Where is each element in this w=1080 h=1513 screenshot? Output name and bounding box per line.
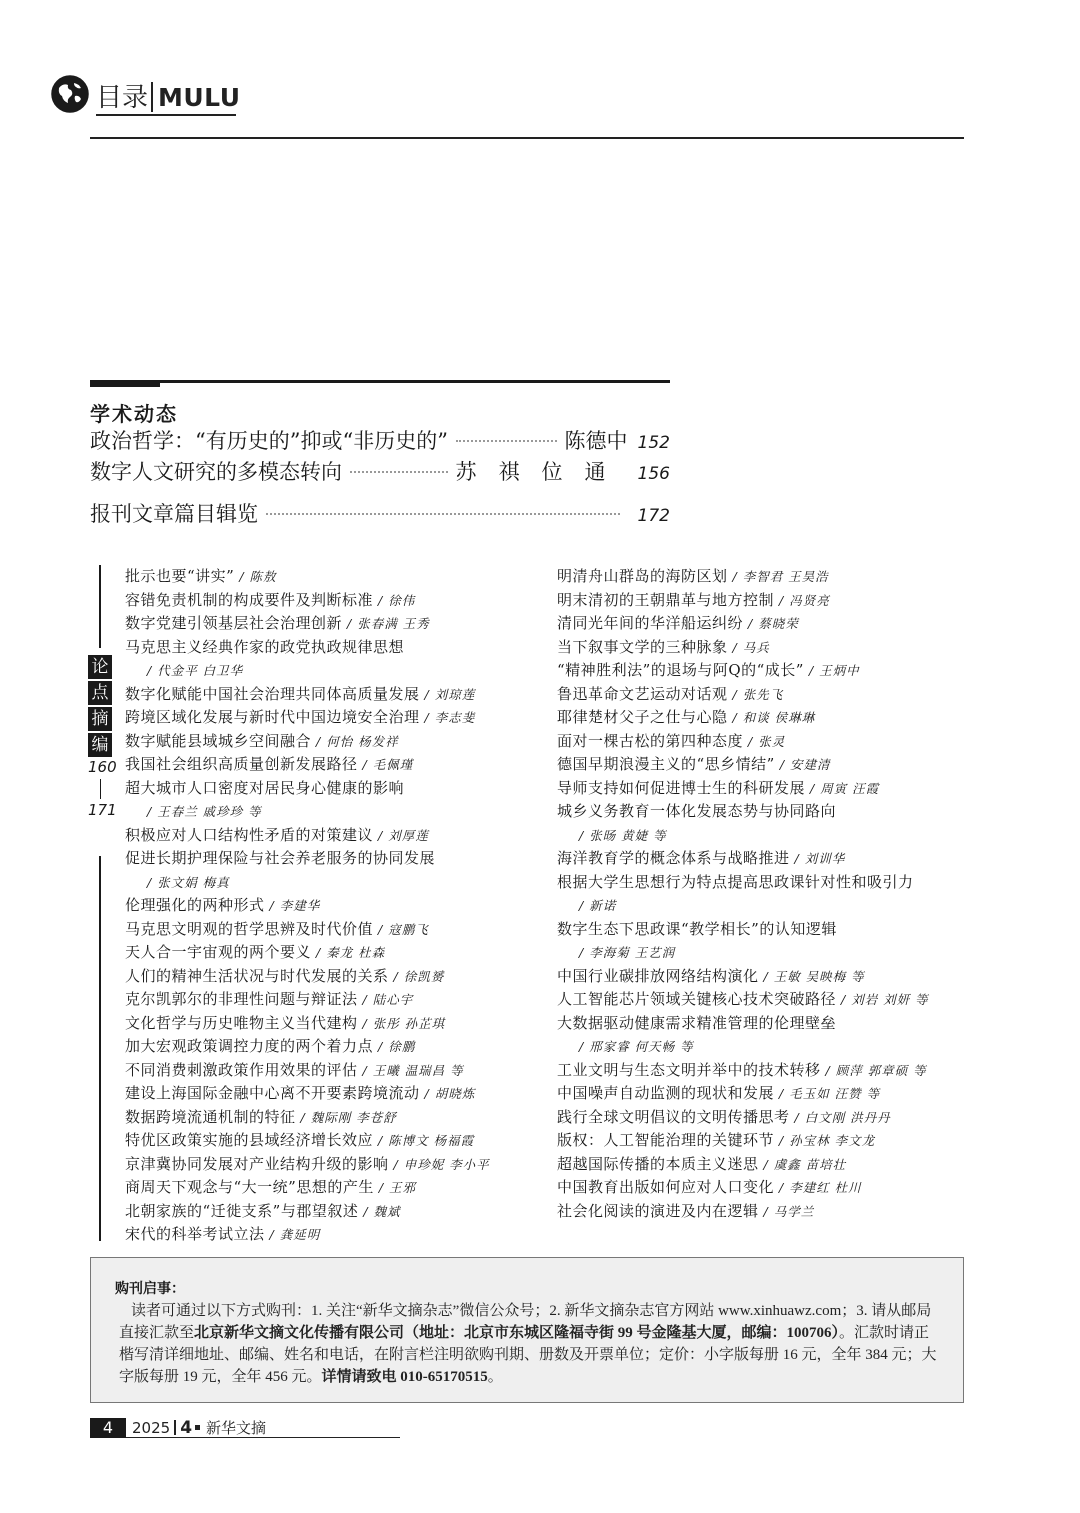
page-number: 4 (90, 1418, 126, 1438)
slash-separator: / (147, 874, 158, 890)
digest-entry-authors: 王曦 温瑞昌 等 (372, 1062, 464, 1078)
digest-entry-authors: 刘岩 刘妍 等 (851, 992, 929, 1007)
digest-entry-authors: 申珍妮 李小平 (403, 1156, 490, 1172)
slash-separator: / (311, 945, 327, 960)
slash-separator: / (727, 686, 743, 702)
digest-entry-authors: 秦龙 杜森 (326, 945, 386, 960)
footer-year: 2025 (132, 1419, 171, 1437)
digest-entry-title: 我国社会组织高质量创新发展路径 (125, 755, 358, 773)
digest-entry-authors: 张春满 王秀 (357, 616, 430, 631)
digest-entry[interactable] (125, 988, 525, 1012)
digest-entry-authors: 代金平 白卫华 (157, 663, 244, 678)
digest-entry-authors: 张文娟 梅真 (157, 874, 230, 890)
slash-separator: / (264, 898, 280, 913)
digest-entry-title: 数字生态下思政课“教学相长”的认知逻辑 (557, 919, 837, 938)
toc-entry-title: 报刊文章篇目辑览 (90, 502, 258, 526)
notice-phone: 详情请致电 010-65170515 (321, 1369, 488, 1385)
slash-separator: / (789, 851, 805, 866)
digest-entry-title: 跨境区域化发展与新时代中国边境安全治理 (125, 708, 420, 726)
digest-entry[interactable] (125, 894, 525, 918)
digest-entry-authors: 虞鑫 苗培壮 (773, 1156, 847, 1172)
toc-entry-page: 156 (637, 464, 670, 484)
digest-entry-authors: 新诺 (589, 898, 617, 913)
digest-entry-title: 清同光年间的华洋船运纠纷 (557, 614, 744, 632)
digest-entry-title: 面对一棵古松的第四种态度 (557, 731, 744, 750)
footer-magazine: 新华文摘 (206, 1419, 267, 1437)
digest-entry-authors: 周寅 汪霞 (820, 780, 880, 796)
slash-separator: / (419, 686, 435, 702)
slash-separator: / (419, 1086, 435, 1101)
digest-entry-authors: 毛玉如 汪赞 等 (789, 1086, 881, 1101)
digest-entry-authors: 李海菊 王艺润 (589, 945, 676, 960)
vertical-label-char: 点 (88, 681, 112, 705)
digest-entry-title: 工业文明与生态文明并举中的技术转移 (557, 1060, 821, 1079)
digest-entry-title: 加大宏观政策调控力度的两个着力点 (125, 1037, 374, 1055)
slash-separator: / (373, 1180, 390, 1195)
digest-entry[interactable] (557, 965, 977, 989)
digest-entry-title: 中国教育出版如何应对人口变化 (557, 1178, 775, 1196)
digest-entry[interactable] (557, 1106, 977, 1130)
notice-title: 购刊启事： (115, 1281, 185, 1297)
slash-separator: / (147, 663, 158, 678)
digest-entry-authors: 徐凯赟 (403, 968, 445, 984)
digest-entry[interactable] (557, 941, 977, 965)
digest-entry-title: 大数据驱动健康需求精准管理的伦理壁垒 (557, 1013, 837, 1032)
vertical-label-char: 编 (88, 733, 112, 757)
digest-entry[interactable] (557, 565, 977, 589)
leader-dots (456, 440, 557, 442)
digest-entry[interactable] (557, 918, 977, 942)
digest-entry-authors: 王春兰 戚珍珍 等 (157, 804, 262, 819)
digest-entry-authors: 刘训华 (804, 851, 846, 866)
digest-entry-title: 宋代的科举考试立法 (125, 1225, 265, 1243)
digest-entry-authors: 王敏 吴映梅 等 (773, 968, 865, 984)
digest-entry[interactable] (557, 894, 977, 918)
digest-entry-authors: 和谈 侯琳琳 (742, 710, 816, 725)
slash-separator: / (419, 710, 435, 725)
digest-entry-title: 德国早期浪漫主义的“思乡情结” (557, 755, 775, 773)
header-title-en: MULU (158, 83, 241, 112)
digest-entry-authors: 安建清 (790, 757, 831, 772)
page-range-dash (100, 779, 101, 799)
vertical-label-char: 论 (88, 655, 112, 679)
digest-entry-authors: 陈敖 (249, 569, 277, 584)
digest-entry-title: 中国噪声自动监测的现状和发展 (557, 1084, 775, 1102)
toc-entry-page: 172 (637, 506, 670, 526)
digest-entry[interactable] (125, 565, 525, 589)
digest-entry-authors: 张彤 孙芷琪 (372, 1015, 446, 1031)
leader-dots (350, 471, 448, 473)
slash-separator: / (727, 710, 743, 725)
digest-entry-authors: 陈博文 杨福霞 (388, 1133, 475, 1148)
slash-separator: / (758, 968, 774, 984)
digest-entry-authors: 徐鹏 (388, 1039, 416, 1054)
slash-separator: / (357, 1062, 373, 1078)
digest-entry-title: 践行全球文明倡议的文明传播思考 (557, 1107, 790, 1126)
digest-vertical-label (88, 655, 117, 819)
footer-issue: 4 (180, 1418, 193, 1438)
digest-entry[interactable] (557, 1153, 977, 1177)
digest-entry-title: 导师支持如何促进博士生的科研发展 (557, 778, 806, 797)
digest-entry-authors: 刘厚莲 (388, 827, 429, 843)
slash-separator: / (311, 733, 327, 749)
digest-entry-title: 商周天下观念与“大一统”思想的产生 (125, 1178, 374, 1196)
digest-entry[interactable] (125, 753, 525, 777)
slash-separator: / (388, 1156, 404, 1172)
digest-entry[interactable] (125, 800, 525, 824)
slash-separator: / (234, 569, 250, 584)
slash-separator: / (758, 1156, 774, 1172)
slash-separator: / (789, 1109, 805, 1125)
slash-separator: / (774, 1133, 790, 1148)
digest-entry-title: 特优区政策实施的县域经济增长效应 (125, 1131, 374, 1149)
digest-entry-title: 容错免责机制的构成要件及判断标准 (125, 590, 374, 609)
slash-separator: / (579, 945, 590, 960)
slash-separator: / (579, 827, 590, 843)
digest-entry[interactable] (557, 824, 977, 848)
digest-entry[interactable] (125, 1200, 525, 1224)
digest-entry[interactable] (557, 683, 977, 707)
digest-entry-title: 建设上海国际金融中心离不开要素跨境流动 (125, 1084, 420, 1102)
digest-entry[interactable] (125, 683, 525, 707)
slash-separator: / (805, 780, 821, 796)
header-title-zh: 目录 (96, 83, 149, 113)
slash-separator: / (579, 1039, 590, 1054)
digest-entry[interactable] (125, 1153, 525, 1177)
digest-entry-title: 积极应对人口结构性矛盾的对策建议 (125, 825, 374, 844)
digest-entry-authors: 魏斌 (373, 1203, 401, 1219)
toc-entry[interactable] (90, 498, 670, 530)
digest-entry-authors: 李建华 (279, 898, 321, 913)
digest-entry[interactable] (125, 659, 525, 683)
notice-text: 读者可通过以下方式购刊：1. 关注“新华文摘杂志”微信公众号；2. 新华文摘杂志官方网站 www.xinhuawz.com；3. 请从邮局直接汇款至 (119, 1303, 932, 1341)
digest-entry-authors: 马学兰 (773, 1203, 815, 1219)
digest-entry-title: 根据大学生思想行为特点提高思政课针对性和吸引力 (557, 872, 914, 891)
slash-separator: / (357, 757, 373, 772)
digest-entry-authors: 龚延明 (279, 1227, 321, 1242)
digest-entry[interactable] (557, 659, 977, 683)
digest-entry-authors: 李志斐 (434, 710, 476, 725)
toc-entry[interactable] (90, 456, 670, 488)
digest-entry-authors: 刘琼莲 (434, 686, 476, 702)
header-underline (96, 114, 236, 116)
digest-entry[interactable] (557, 1059, 977, 1083)
digest-entry-title: 京津冀协同发展对产业结构升级的影响 (125, 1154, 389, 1173)
digest-entry-title: 明清舟山群岛的海防区划 (557, 567, 728, 585)
slash-separator: / (373, 1133, 389, 1148)
digest-entry-authors: 孙宝林 李文龙 (789, 1133, 876, 1148)
digest-entry[interactable] (125, 918, 525, 942)
digest-entry-title: 数字赋能县域城乡空间融合 (125, 731, 312, 750)
digest-entry-title: 社会化阅读的演进及内在逻辑 (557, 1201, 759, 1220)
notice-address: 北京新华文摘文化传播有限公司（地址：北京市东城区隆福寺街 99 号金隆基大厦，邮编：100706） (194, 1325, 840, 1341)
digest-entry-authors: 胡晓炼 (434, 1086, 476, 1101)
digest-entry-authors: 王炳中 (819, 663, 860, 678)
digest-entry[interactable] (557, 636, 977, 660)
digest-entry[interactable] (125, 777, 525, 801)
digest-entry[interactable] (557, 1035, 977, 1059)
digest-entry[interactable] (557, 753, 977, 777)
digest-entry[interactable] (125, 941, 525, 965)
digest-entry[interactable] (125, 730, 525, 754)
digest-entry-authors: 蔡晓荣 (758, 616, 799, 631)
digest-list-left (125, 565, 525, 1247)
digest-entry-authors: 王邪 (389, 1180, 417, 1195)
notice-body (119, 1300, 939, 1388)
digest-entry-authors: 李建红 杜川 (789, 1180, 862, 1195)
digest-entry[interactable] (125, 636, 525, 660)
digest-entry[interactable] (557, 1082, 977, 1106)
digest-entry[interactable] (557, 800, 977, 824)
digest-entry[interactable] (557, 988, 977, 1012)
slash-separator: / (774, 1180, 790, 1195)
digest-entry-title: 数字化赋能中国社会治理共同体高质量发展 (125, 684, 420, 703)
digest-entry-title: 不同消费刺激政策作用效果的评估 (125, 1060, 358, 1079)
slash-separator: / (836, 992, 852, 1007)
digest-entry-title: 耶律楚材父子之仕与心隐 (557, 708, 728, 726)
digest-entry[interactable] (557, 847, 977, 871)
digest-entry[interactable] (557, 589, 977, 613)
digest-entry[interactable] (125, 1223, 525, 1247)
digest-entry-title: 促进长期护理保险与社会养老服务的协同发展 (125, 849, 436, 867)
slash-separator: / (295, 1109, 311, 1125)
digest-page-start: 160 (88, 758, 117, 776)
digest-entry-authors: 何怡 杨发祥 (326, 733, 399, 749)
digest-entry[interactable] (557, 706, 977, 730)
toc-entry-title: 政治哲学：“有历史的”抑或“非历史的” (90, 429, 448, 453)
digest-entry-title: 超大城市人口密度对居民身心健康的影响 (125, 778, 405, 797)
slash-separator: / (373, 921, 389, 937)
slash-separator: / (774, 592, 790, 608)
digest-entry-title: 马克思文明观的哲学思辨及时代价值 (125, 919, 374, 938)
digest-entry[interactable] (557, 730, 977, 754)
digest-list-right (557, 565, 977, 1223)
toc-entry-author: 苏祺位通 (455, 460, 628, 484)
digest-entry-title: 伦理强化的两种形式 (125, 896, 265, 914)
digest-entry[interactable] (125, 965, 525, 989)
digest-entry-title: 克尔凯郭尔的非理性问题与辩证法 (125, 990, 358, 1008)
toc-entry[interactable] (90, 425, 670, 457)
vertical-rule-top (99, 565, 101, 648)
digest-entry-title: 版权：人工智能治理的关键环节 (557, 1131, 775, 1149)
digest-entry[interactable] (125, 612, 525, 636)
digest-entry[interactable] (557, 1129, 977, 1153)
slash-separator: / (264, 1227, 280, 1242)
footer-publication (132, 1417, 266, 1439)
slash-separator: / (373, 827, 389, 843)
slash-separator: / (803, 663, 820, 678)
digest-entry[interactable] (557, 777, 977, 801)
slash-separator: / (727, 569, 743, 584)
digest-entry[interactable] (125, 847, 525, 871)
digest-entry[interactable] (125, 1129, 525, 1153)
header-separator (151, 82, 153, 112)
digest-entry-title: 数据跨境流通机制的特征 (125, 1107, 296, 1126)
digest-entry-authors: 寇鹏飞 (388, 921, 429, 937)
slash-separator: / (820, 1062, 836, 1078)
digest-entry-authors: 张先飞 (742, 686, 784, 702)
digest-entry-authors: 顾萍 郭章硕 等 (835, 1062, 927, 1078)
toc-entry-title: 数字人文研究的多模态转向 (90, 460, 342, 484)
digest-entry-authors: 邢家睿 何天畅 等 (589, 1039, 694, 1054)
digest-entry[interactable] (125, 824, 525, 848)
academic-section-title: 学术动态 (90, 402, 178, 426)
digest-entry[interactable] (125, 1035, 525, 1059)
digest-page-end: 171 (88, 801, 117, 819)
digest-entry[interactable] (125, 871, 525, 895)
vertical-rule-bottom (99, 856, 101, 1241)
digest-entry-authors: 徐伟 (388, 592, 416, 608)
digest-entry-authors: 魏际刚 李苍舒 (310, 1109, 397, 1125)
top-rule (90, 137, 964, 139)
slash-separator: / (758, 1203, 774, 1219)
digest-entry-authors: 陆心宇 (372, 992, 414, 1007)
digest-entry[interactable] (557, 1200, 977, 1224)
slash-separator: / (373, 592, 389, 608)
notice-text: 。 (487, 1369, 503, 1385)
digest-entry[interactable] (557, 612, 977, 636)
digest-entry-title: 中国行业碳排放网络结构演化 (557, 966, 759, 985)
digest-entry-authors: 张旸 黄婕 等 (589, 827, 667, 843)
slash-separator: / (342, 616, 358, 631)
digest-entry-title: 马克思主义经典作家的政党执政规律思想 (125, 637, 405, 656)
digest-entry-title: 批示也要“讲实” (125, 567, 235, 585)
toc-entry-author: 陈德中 (564, 429, 628, 453)
digest-entry-authors: 马兵 (742, 639, 770, 655)
digest-entry[interactable] (557, 871, 977, 895)
slash-separator: / (388, 968, 404, 984)
digest-entry-title: 超越国际传播的本质主义迷思 (557, 1154, 759, 1173)
slash-separator: / (743, 616, 759, 631)
slash-separator: / (373, 1039, 389, 1054)
slash-separator: / (357, 992, 373, 1007)
digest-entry-authors: 白文刚 洪丹丹 (804, 1109, 891, 1125)
digest-entry-title: 明末清初的王朝鼎革与地方控制 (557, 590, 775, 609)
digest-entry-title: 文化哲学与历史唯物主义当代建构 (125, 1013, 358, 1032)
digest-entry-title: 鲁迅革命文艺运动对话观 (557, 684, 728, 703)
digest-entry[interactable] (125, 1176, 525, 1200)
digest-entry[interactable] (125, 589, 525, 613)
digest-entry-authors: 张灵 (758, 733, 786, 749)
slash-separator: / (358, 1203, 374, 1219)
slash-separator: / (743, 733, 759, 749)
notice-text: 。汇款时请正楷写清详细地址、邮编、姓名和电话，在附言栏注明欲购刊期、册数及开票单位；定价：小字版每册 16 元，全年 384 元；大字版每册 19 元，全年 456 元。 (119, 1325, 937, 1385)
digest-entry-authors: 毛佩瑾 (372, 757, 414, 772)
digest-entry[interactable] (557, 1012, 977, 1036)
square-bullet-icon (195, 1425, 200, 1430)
digest-entry-title: 海洋教育学的概念体系与战略推进 (557, 849, 790, 867)
section-rule (90, 380, 670, 383)
digest-entry-title: 天人合一宇宙观的两个要义 (125, 943, 312, 961)
digest-entry[interactable] (125, 706, 525, 730)
digest-entry-title: 数字党建引领基层社会治理创新 (125, 614, 343, 632)
purchase-notice (90, 1257, 964, 1403)
slash-separator: / (147, 804, 158, 819)
slash-separator: / (579, 898, 590, 913)
leader-dots (266, 513, 620, 515)
digest-entry-title: 人工智能芯片领域关键核心技术突破路径 (557, 990, 837, 1008)
footer-separator (174, 1420, 176, 1435)
vertical-label-char: 摘 (88, 707, 112, 731)
digest-entry[interactable] (557, 1176, 977, 1200)
slash-separator: / (357, 1015, 373, 1031)
globe-logo-icon (50, 74, 90, 114)
digest-entry[interactable] (125, 1082, 525, 1106)
digest-entry-authors: 冯贤亮 (789, 592, 830, 608)
digest-entry-title: 当下叙事文学的三种脉象 (557, 637, 728, 656)
digest-entry-authors: 李智君 王昊浩 (742, 569, 829, 584)
digest-entry-title: 城乡义务教育一体化发展态势与协同路向 (557, 802, 837, 820)
slash-separator: / (727, 639, 743, 655)
toc-entry-page: 152 (637, 433, 670, 453)
digest-entry-title: 人们的精神生活状况与时代发展的关系 (125, 966, 389, 985)
digest-entry-title: 北朝家族的“迁徙支系”与郡望叙述 (125, 1201, 359, 1220)
digest-entry[interactable] (125, 1106, 525, 1130)
slash-separator: / (774, 757, 791, 772)
digest-entry[interactable] (125, 1059, 525, 1083)
slash-separator: / (774, 1086, 790, 1101)
digest-entry[interactable] (125, 1012, 525, 1036)
digest-entry-title: “精神胜利法”的退场与阿Q的“成长” (557, 661, 804, 679)
